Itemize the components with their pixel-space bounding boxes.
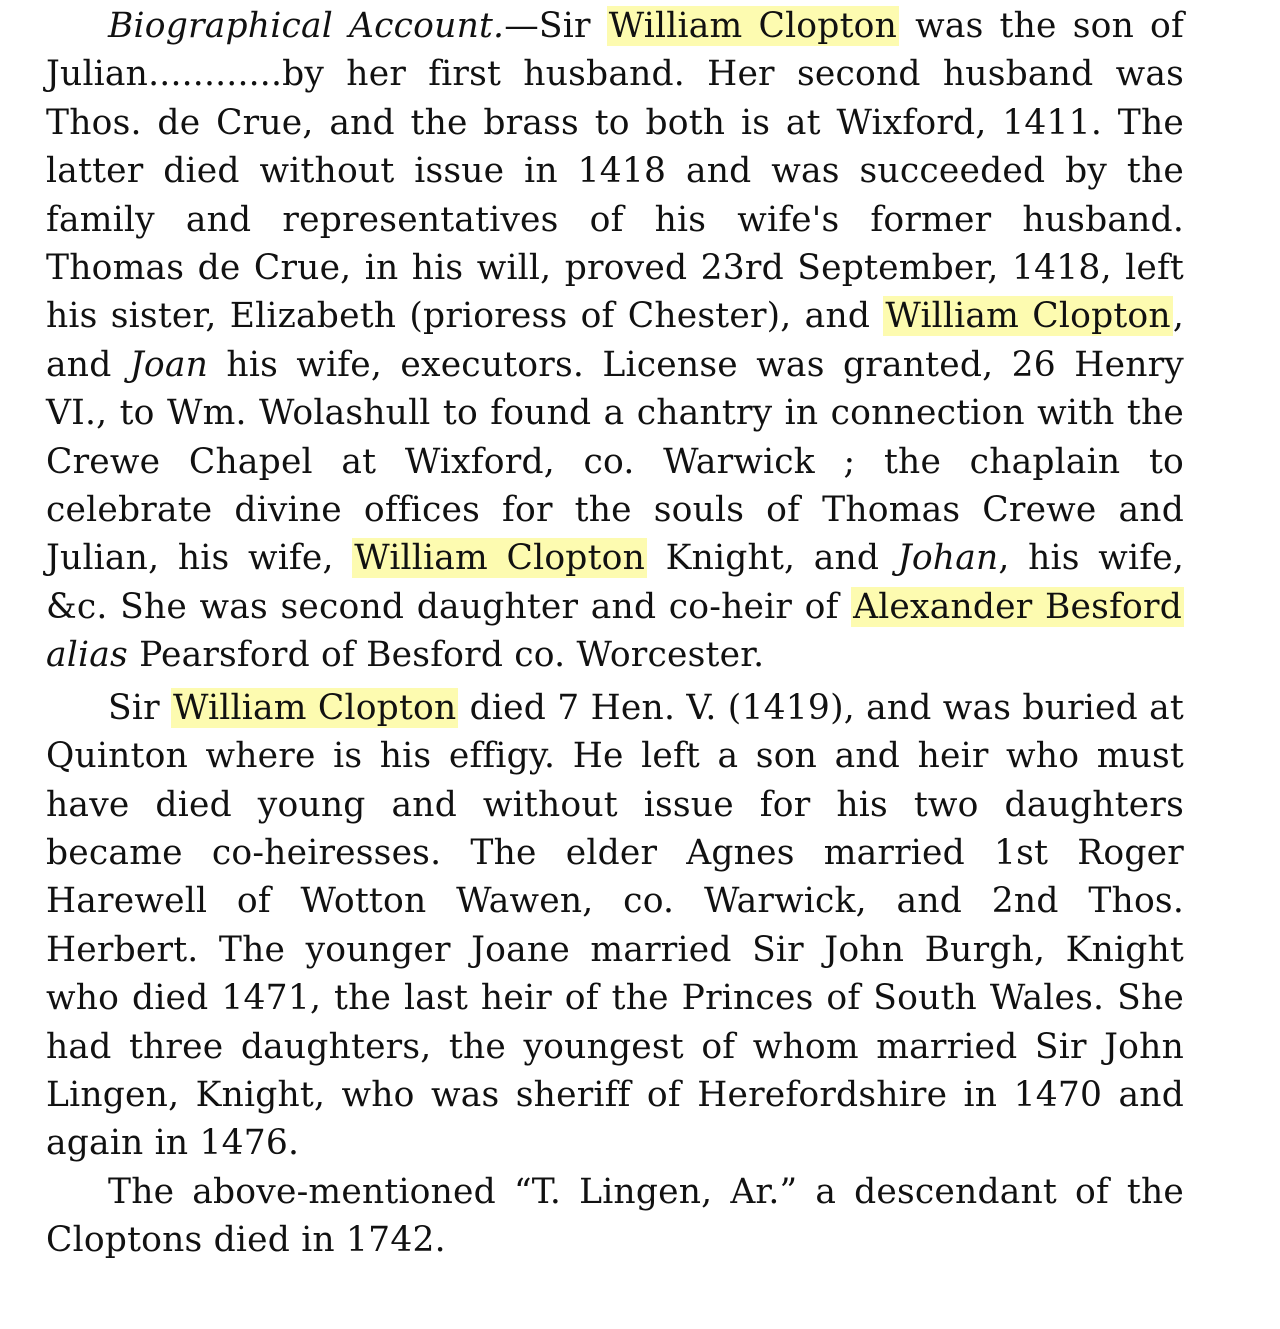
text-run: Knight, and [647, 538, 898, 579]
highlight-william-clopton: William Clopton [608, 6, 898, 46]
italic-word-alias: alias [46, 635, 128, 676]
text-run: , and [46, 296, 1184, 385]
text-run: —Sir [504, 6, 607, 46]
text-run: , his wife, &c. She was second daughter and co-heir of [46, 538, 1184, 627]
section-heading: Biographical Account. [108, 6, 505, 46]
italic-name-johan: Johan [897, 538, 999, 579]
highlight-william-clopton: William Clopton [172, 687, 457, 728]
highlight-william-clopton: William Clopton [885, 296, 1171, 337]
highlight-alexander-besford: Alexander Besford [853, 586, 1182, 627]
paragraph-biographical-account [46, 2, 1184, 680]
text-run: The above-mentioned “T. Lingen, Ar.” a descendant of the Cloptons died in 1742. [46, 1171, 1184, 1261]
document-page [46, 2, 1184, 1265]
paragraph-lingen-descendant [46, 1168, 1184, 1265]
text-run: was the son of Julian............by her first husband. Her second husband was Thos. de Crue, and the brass to both is at Wixford, 1411. The latter died without issue in 1418 and was succeeded by the family and representatives of his wife's former husband. Thomas de Crue, in his will, proved 23rd September, 1418, left his sister, Elizabeth (prioress of Chester), and [46, 6, 1184, 337]
paragraph-death-and-heirs [46, 684, 1184, 1168]
text-run: his wife, executors. License was granted, 26 Henry VI., to Wm. Wolashull to found a chantry in connection with the Crewe Chapel at Wixford, co. Warwick ; the chaplain to celebrate divine offices for the souls of Thomas Crewe and Julian, his wife, [46, 344, 1184, 579]
text-run: Sir [108, 687, 171, 728]
highlight-william-clopton: William Clopton [354, 538, 646, 579]
italic-name-joan: Joan [129, 344, 209, 385]
text-run: Pearsford of Besford co. Worcester. [127, 635, 765, 676]
text-run: died 7 Hen. V. (1419), and was buried at Quinton where is his effigy. He left a son and heir who must have died young and without issue for his two daughters became co-heiresses. The elder Agnes married 1st Roger Harewell of Wotton Wawen, co. Warwick, and 2nd Thos. Herbert. The younger Joane married Sir John Burgh, Knight who died 1471, the last heir of the Princes of South Wales. She had three daughters, the youngest of whom married Sir John Lingen, Knight, who was sheriff of Herefordshire in 1470 and again in 1476. [46, 687, 1184, 1164]
